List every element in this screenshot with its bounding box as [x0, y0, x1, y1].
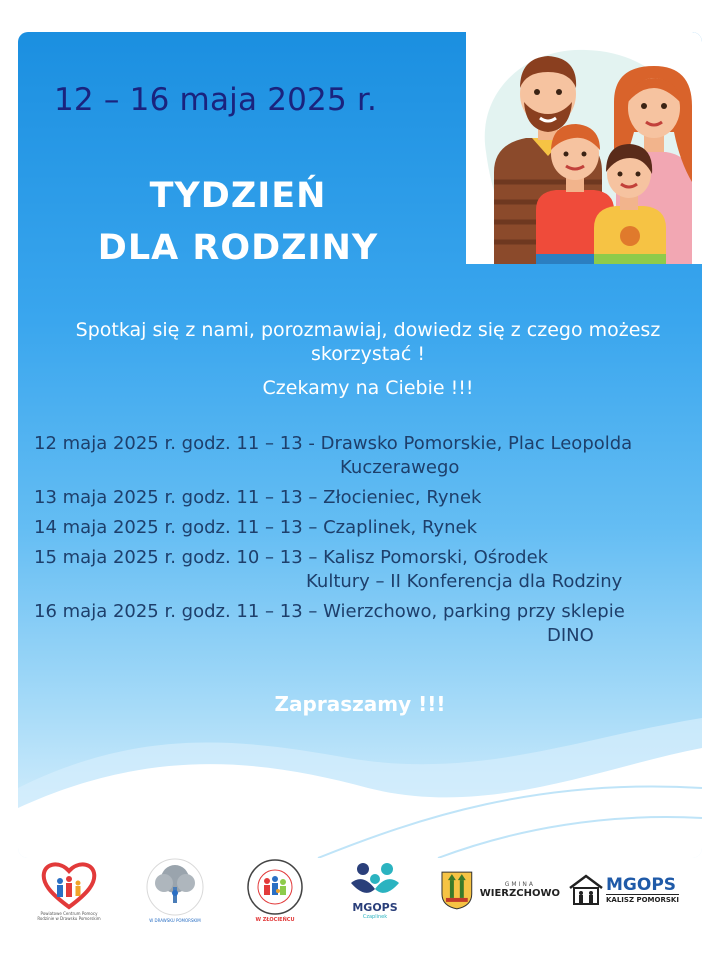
family-circle-icon	[242, 857, 308, 917]
schedule-list	[34, 432, 702, 654]
intro-line1: Spotkaj się z nami, porozmawiaj, dowiedz się z czego możesz skorzystać !	[75, 319, 661, 365]
logo-zlocieniec-text: W ZŁOCIEŃCU	[255, 916, 295, 923]
event-dates: 12 – 16 maja 2025 r.	[54, 82, 378, 118]
wave-decoration	[18, 718, 702, 858]
family-illustration	[466, 32, 702, 264]
schedule-item	[34, 486, 702, 510]
logo-drawsko-text: W DRAWSKU POMORSKIM	[149, 917, 201, 923]
schedule-item-line1: 14 maja 2025 r. godz. 11 – 13 – Czaplinek, Rynek	[34, 517, 478, 538]
kalisz-text-block	[606, 876, 679, 904]
schedule-item-line1: 13 maja 2025 r. godz. 11 – 13 – Złocieniec, Rynek	[34, 487, 482, 508]
logo-pcpr	[34, 850, 104, 930]
event-title-line1: TYDZIEŃ	[149, 176, 327, 216]
logo-mgops-kalisz-sub: KALISZ POMORSKI	[606, 896, 679, 904]
heart-family-icon	[40, 859, 98, 911]
schedule-item-line2: Kultury – II Konferencja dla Rodziny	[306, 571, 623, 592]
logo-mgops-kalisz-label: MGOPS	[606, 875, 677, 895]
schedule-item-line1: 12 maja 2025 r. godz. 11 – 13 - Drawsko Pomorskie, Plac Leopolda	[34, 433, 633, 454]
intro-text	[38, 318, 698, 400]
logo-mgops-kalisz	[568, 850, 698, 930]
schedule-item	[34, 432, 702, 480]
logo-mgops-czaplinek	[340, 850, 410, 930]
schedule-item-line2: Kuczerawego	[340, 457, 460, 478]
logo-mgops-drawsko	[140, 850, 210, 930]
tree-icon	[142, 857, 208, 917]
logo-mgops-czaplinek-sub: Czaplinek	[362, 914, 388, 920]
coat-of-arms-icon	[440, 870, 474, 910]
event-title-line2: DLA RODZINY	[97, 228, 379, 268]
schedule-item	[34, 546, 702, 594]
event-title	[18, 170, 458, 274]
people-icon	[345, 859, 405, 901]
schedule-item	[34, 600, 702, 648]
poster-background	[18, 32, 702, 858]
logo-gmina-wierzchowo	[440, 850, 560, 930]
logo-pcpr-text: Powiatowe Centrum Pomocy Rodzinie w Drawsku Pomorskim	[37, 911, 101, 921]
schedule-item-line1: 15 maja 2025 r. godz. 10 – 13 – Kalisz Pomorski, Ośrodek	[34, 547, 549, 568]
invite-text: Zapraszamy !!!	[274, 692, 446, 716]
logo-gmina-name: WIERZCHOWO	[479, 888, 560, 899]
partner-logos	[0, 850, 720, 930]
logo-mgops-czaplinek-label: MGOPS	[352, 901, 398, 914]
house-icon	[568, 874, 604, 906]
family-icon	[466, 32, 702, 264]
gmina-text-block	[480, 881, 560, 899]
logo-mgops-zlocieniec	[240, 850, 310, 930]
logo-gmina-small: GMINA	[504, 881, 535, 888]
schedule-item-line2: DINO	[547, 625, 594, 646]
intro-line2: Czekamy na Ciebie !!!	[262, 377, 474, 399]
schedule-item-line1: 16 maja 2025 r. godz. 11 – 13 – Wierzchowo, parking przy sklepie	[34, 601, 625, 622]
schedule-item	[34, 516, 702, 540]
